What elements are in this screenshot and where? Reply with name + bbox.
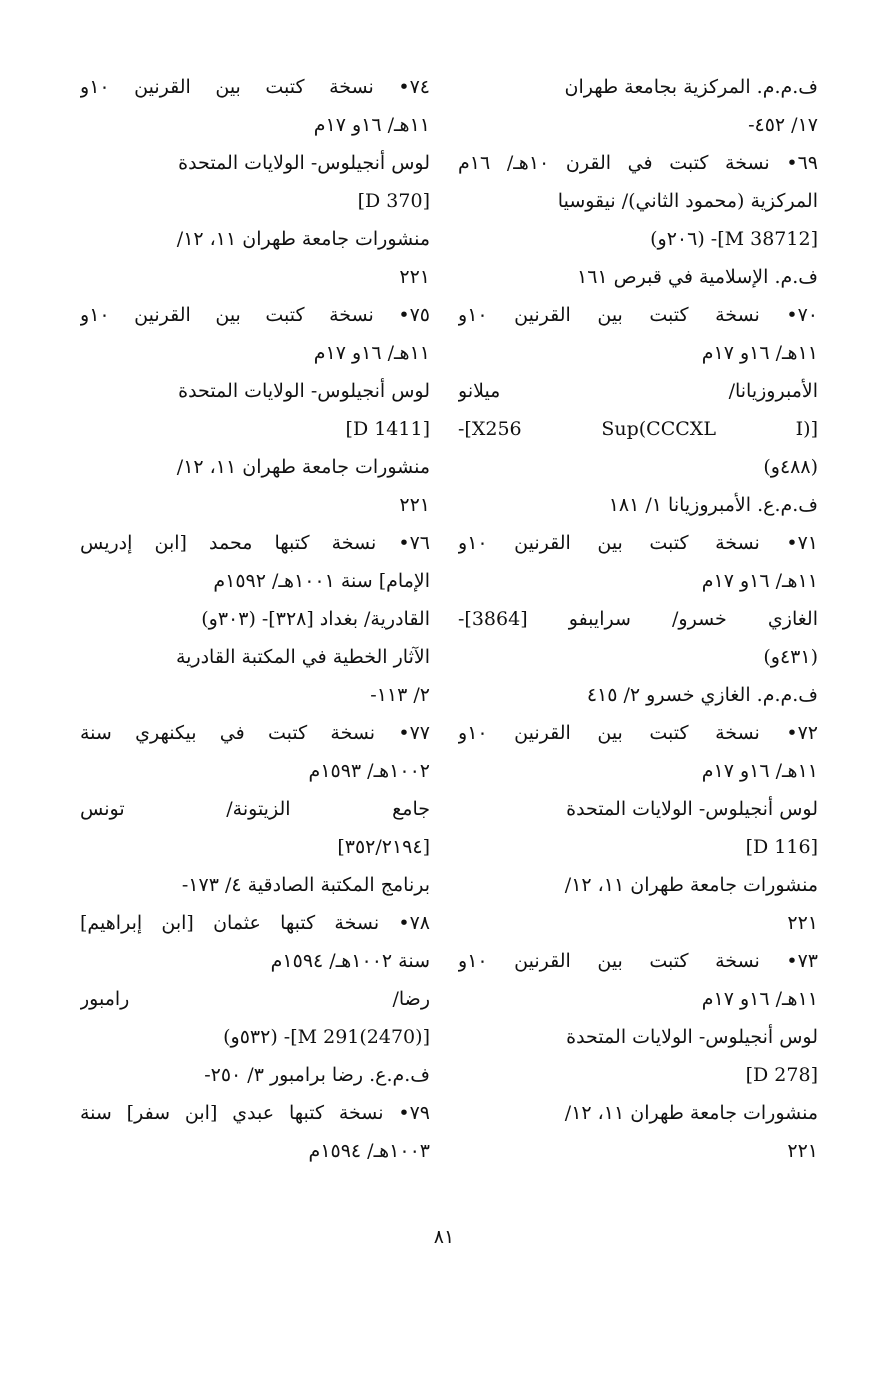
left-column-entry-heading: ٧٤• نسخة كتبت بين القرنين ١٠و <box>80 76 430 98</box>
left-column-entry-line: منشورات جامعة طهران ١١، ١٢/ <box>176 456 430 478</box>
right-column-entry-line: الأمبروزيانا/ ميلانو <box>458 380 818 402</box>
right-column-entry-line: (٤٣١و) <box>763 646 818 668</box>
right-column-entry-line: ف.م. الإسلامية في قبرص ١٦١ <box>577 266 818 288</box>
right-column-entry-heading: ٧٣• نسخة كتبت بين القرنين ١٠و <box>458 950 818 972</box>
left-column-entry-line: ٢/ ١١٣- <box>370 684 430 706</box>
right-column-entry-line: ف.م.ع. الأمبروزيانا ١/ ١٨١ <box>608 494 818 516</box>
right-column-entry-line: ٢٢١ <box>787 1140 818 1162</box>
right-column-entry-line: [D 278] <box>745 1064 818 1086</box>
left-column-entry-line: القادرية/ بغداد [٣٢٨]- (٣٠٣و) <box>201 608 430 630</box>
right-column-entry-line: الغازي خسرو/ سرايبفو [3864]- <box>458 608 818 630</box>
right-column-entry-line: ف.م.م. الغازي خسرو ٢/ ٤١٥ <box>586 684 818 706</box>
left-column-entry-line: جامع الزيتونة/ تونس <box>80 798 430 820</box>
left-column-entry-line: برنامج المكتبة الصادقية ٤/ ١٧٣- <box>181 874 430 896</box>
right-column-entry-line: منشورات جامعة طهران ١١، ١٢/ <box>564 1102 818 1124</box>
left-column-entry-line: ١٠٠٢هـ/ ١٥٩٣م <box>308 760 430 782</box>
left-column-entry-heading: ٧٩• نسخة كتبها عبدي [ابن سفر] سنة <box>80 1102 430 1124</box>
left-column-entry-line: ١١هـ/ ١٦و ١٧م <box>313 114 430 136</box>
left-column-entry-line: ٢٢١ <box>399 494 430 516</box>
left-column-entry-line: لوس أنجيلوس- الولايات المتحدة <box>178 152 430 174</box>
right-column-entry-heading: ٧٢• نسخة كتبت بين القرنين ١٠و <box>458 722 818 744</box>
left-column-entry-line: [D 370] <box>357 190 430 212</box>
right-column-entry-line: ١٧/ ٤٥٢- <box>748 114 818 136</box>
left-column-entry-line: الإمام] سنة ١٠٠١هـ/ ١٥٩٢م <box>213 570 430 592</box>
right-column <box>458 68 818 1170</box>
right-column-entry-line: ١١هـ/ ١٦و ١٧م <box>701 570 818 592</box>
right-column-entry-line: [X256 Sup(CCCXL I)]- <box>458 418 818 440</box>
left-column-entry-line: ١١هـ/ ١٦و ١٧م <box>313 342 430 364</box>
right-column-entry-line: منشورات جامعة طهران ١١، ١٢/ <box>564 874 818 896</box>
right-column-entry-line: [D 116] <box>745 836 818 858</box>
right-column-entry-heading: ٦٩• نسخة كتبت في القرن ١٠هـ/ ١٦م <box>458 152 818 174</box>
left-column-entry-line: لوس أنجيلوس- الولايات المتحدة <box>178 380 430 402</box>
left-column-entry-line: رضا/ رامبور <box>80 988 430 1010</box>
right-column-entry-line: (٤٨٨و) <box>763 456 818 478</box>
left-column-entry-line: ف.م.ع. رضا برامبور ٣/ ٢٥٠- <box>204 1064 430 1086</box>
right-column-entry-line: ١١هـ/ ١٦و ١٧م <box>701 988 818 1010</box>
right-column-entry-line: لوس أنجيلوس- الولايات المتحدة <box>566 1026 818 1048</box>
right-column-entry-line: [M 38712]- (٢٠٦و) <box>650 228 818 250</box>
right-column-entry-line: ١١هـ/ ١٦و ١٧م <box>701 760 818 782</box>
left-column-entry-line: الآثار الخطية في المكتبة القادرية <box>175 646 430 668</box>
left-column-entry-line: [٣٥٢/٢١٩٤] <box>337 836 430 858</box>
right-column-entry-line: المركزية (محمود الثاني)/ نيقوسيا <box>557 190 818 212</box>
page-number: ٨١ <box>433 1226 455 1248</box>
left-column-entry-line: ٢٢١ <box>399 266 430 288</box>
right-column-entry-line: ف.م.م. المركزية بجامعة طهران <box>564 76 818 98</box>
left-column-entry-line: [D 1411] <box>345 418 430 440</box>
right-column-entry-line: ١١هـ/ ١٦و ١٧م <box>701 342 818 364</box>
right-column-entry-line: لوس أنجيلوس- الولايات المتحدة <box>566 798 818 820</box>
right-column-entry-line: ٢٢١ <box>787 912 818 934</box>
left-column-entry-line: ١٠٠٣هـ/ ١٥٩٤م <box>308 1140 430 1162</box>
left-column-entry-heading: ٧٨• نسخة كتبها عثمان [ابن إبراهيم] <box>80 912 430 934</box>
left-column-entry-line: منشورات جامعة طهران ١١، ١٢/ <box>176 228 430 250</box>
left-column-entry-heading: ٧٥• نسخة كتبت بين القرنين ١٠و <box>80 304 430 326</box>
left-column-entry-heading: ٧٦• نسخة كتبها محمد [ابن إدريس <box>80 532 430 554</box>
left-column-entry-line: سنة ١٠٠٢هـ/ ١٥٩٤م <box>270 950 430 972</box>
right-column-entry-heading: ٧١• نسخة كتبت بين القرنين ١٠و <box>458 532 818 554</box>
left-column-entry-line: [M 291(2470)]- (٥٣٢و) <box>223 1026 430 1048</box>
left-column-entry-heading: ٧٧• نسخة كتبت في بيكنهري سنة <box>80 722 430 744</box>
left-column <box>80 68 430 1170</box>
right-column-entry-heading: ٧٠• نسخة كتبت بين القرنين ١٠و <box>458 304 818 326</box>
